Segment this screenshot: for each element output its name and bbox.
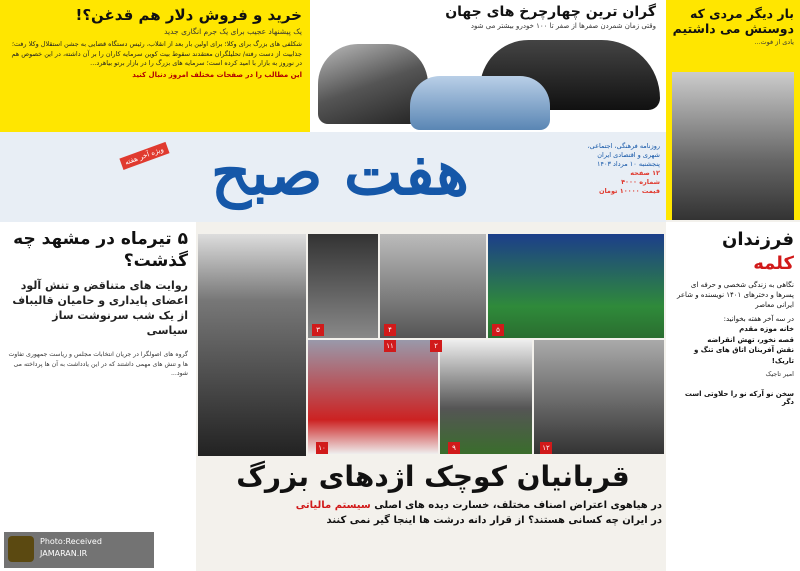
photo-bw-group	[380, 234, 486, 338]
right-column-story[interactable]	[666, 222, 800, 571]
top-left-tail: این مطالب را در صفحات مختلف امروز دنبال کنید	[132, 70, 302, 79]
photo-actor-mic	[308, 234, 378, 338]
photo-number-badge: ۱۰	[316, 442, 328, 454]
photo-number-badge: ۲	[430, 340, 442, 352]
masthead-info	[560, 142, 660, 196]
top-left-story[interactable]	[0, 0, 310, 132]
photo-football	[488, 234, 664, 338]
top-left-subtitle: یک پیشنهاد عجیب برای یک جرم انگاری جدید	[164, 27, 302, 36]
masthead-issue: شماره ۴۰۰۰	[621, 178, 660, 186]
top-left-title: خرید و فروش دلار هم قدغن؟!	[75, 6, 302, 24]
photo-bw-family	[534, 340, 664, 454]
right-footline: سخن نو آرکه نو را حلاوتی است دگر	[684, 390, 794, 406]
masthead-pages: ۱۲ صفحه	[630, 169, 660, 177]
main-sub-part1: در هیاهوی اعتراض اصناف مختلف، خسارت دیده های اصلی	[374, 500, 662, 511]
right-title-red: کلمه	[753, 253, 794, 274]
masthead-price: قیمت ۱۰۰۰۰ تومان	[598, 187, 660, 195]
right-title	[672, 228, 794, 276]
right-item[interactable]: خانه موزه مقدم	[739, 325, 794, 333]
top-mid-subtitle: وقتی زمان شمردن صفرها از صفر تا ۱۰۰ خودرو بیشتر می شود	[470, 22, 656, 30]
main-headline-story[interactable]	[198, 456, 668, 532]
photo-number-badge: ۱۲	[540, 442, 552, 454]
right-author: امیر تاجیک	[765, 370, 794, 378]
watermark-line1: Photo:Received	[40, 537, 102, 546]
photo-women-team	[308, 340, 438, 454]
right-item[interactable]: قصه نخور، تهش انقراضه	[707, 335, 794, 344]
photo-number-badge: ۵	[492, 324, 504, 336]
photo-number-badge: ۹	[448, 442, 460, 454]
main-sub-part2: در ایران چه کسانی هستند؟ از قرار دانه درشت ها اینجا گیر نمی کنند	[326, 515, 662, 526]
photo-number-badge: ۳	[312, 324, 324, 336]
left-title: ۵ تیرماه در مشهد چه گذشت؟	[13, 229, 188, 271]
masthead-info-line3: پنجشنبه ۱۰ مرداد ۱۴۰۳	[597, 160, 660, 168]
right-item[interactable]: نقش آفرینان اتاق های تنگ و تاریک!	[694, 346, 794, 365]
left-subtitle: روایت های متناقض و تنش آلود اعضای پایداری و حامیان قالیباف از یک شب سرنوشت ساز سیاسی	[12, 279, 188, 337]
main-sub-red: سیستم مالیاتی	[295, 500, 371, 511]
photo-number-badge: ۴	[384, 324, 396, 336]
left-body: گروه های اصولگرا در جریان انتخابات مجلس و ریاست جمهوری تفاوت ها و تنش های مهمی داشتند که در این یادداشت به آن ها پرداخته می شود...	[8, 351, 188, 377]
man-portrait	[672, 72, 794, 220]
main-headline: قربانیان کوچک اژدهای بزرگ	[236, 460, 630, 493]
top-left-body: شکلفی های بزرگ برای وکلا؛ برای اولین بار بعد از انقلاب، رئیس دستگاه قضایی به جشن استقلال وکلا رفت؛ جذابیت از دست رفته/ تحلیلگران معتقدند سقوط بیت کوین سرمایه کاران را بر آن داشته، در این خصوص هم در نوروز به بازار با امید کرده است؛ سرمایه های بزرگ را در بازار برتو بیاهرد...	[11, 40, 302, 67]
right-lead: در سه آخر هفته بخوانید:	[723, 315, 794, 323]
car-image-blue	[410, 76, 550, 130]
main-headline-sub	[204, 498, 662, 528]
photo-watermark	[4, 532, 154, 568]
woman-portrait	[198, 234, 306, 456]
right-sub: نگاهی به زندگی شخصی و حرفه ای پسرها و دخترهای ۱۴۰۱ نویسنده و شاعر ایرانی معاصر	[676, 281, 794, 309]
top-right-title: بار دیگر مردی که دوستش می داشتیم	[672, 6, 794, 36]
masthead-info-line1: روزنامه فرهنگی، اجتماعی،	[587, 142, 660, 150]
photo-old-man	[440, 340, 532, 454]
top-mid-title: گران ترین چهارچرخ های جهان	[445, 4, 656, 20]
top-right-subtitle: یادی از فوت...	[754, 38, 794, 46]
left-column-story[interactable]	[0, 222, 196, 571]
watermark-line2: JAMARAN.IR	[40, 549, 88, 558]
right-items	[672, 324, 794, 366]
masthead-info-line2: شهری و اقتصادی ایران	[597, 151, 660, 159]
photo-number-badge: ۱۱	[384, 340, 396, 352]
newspaper-logo[interactable]: هفت صبح	[211, 136, 469, 209]
right-title-main: فرزندان	[721, 229, 794, 250]
weekend-tag: ویژه آخر هفته	[119, 142, 169, 170]
